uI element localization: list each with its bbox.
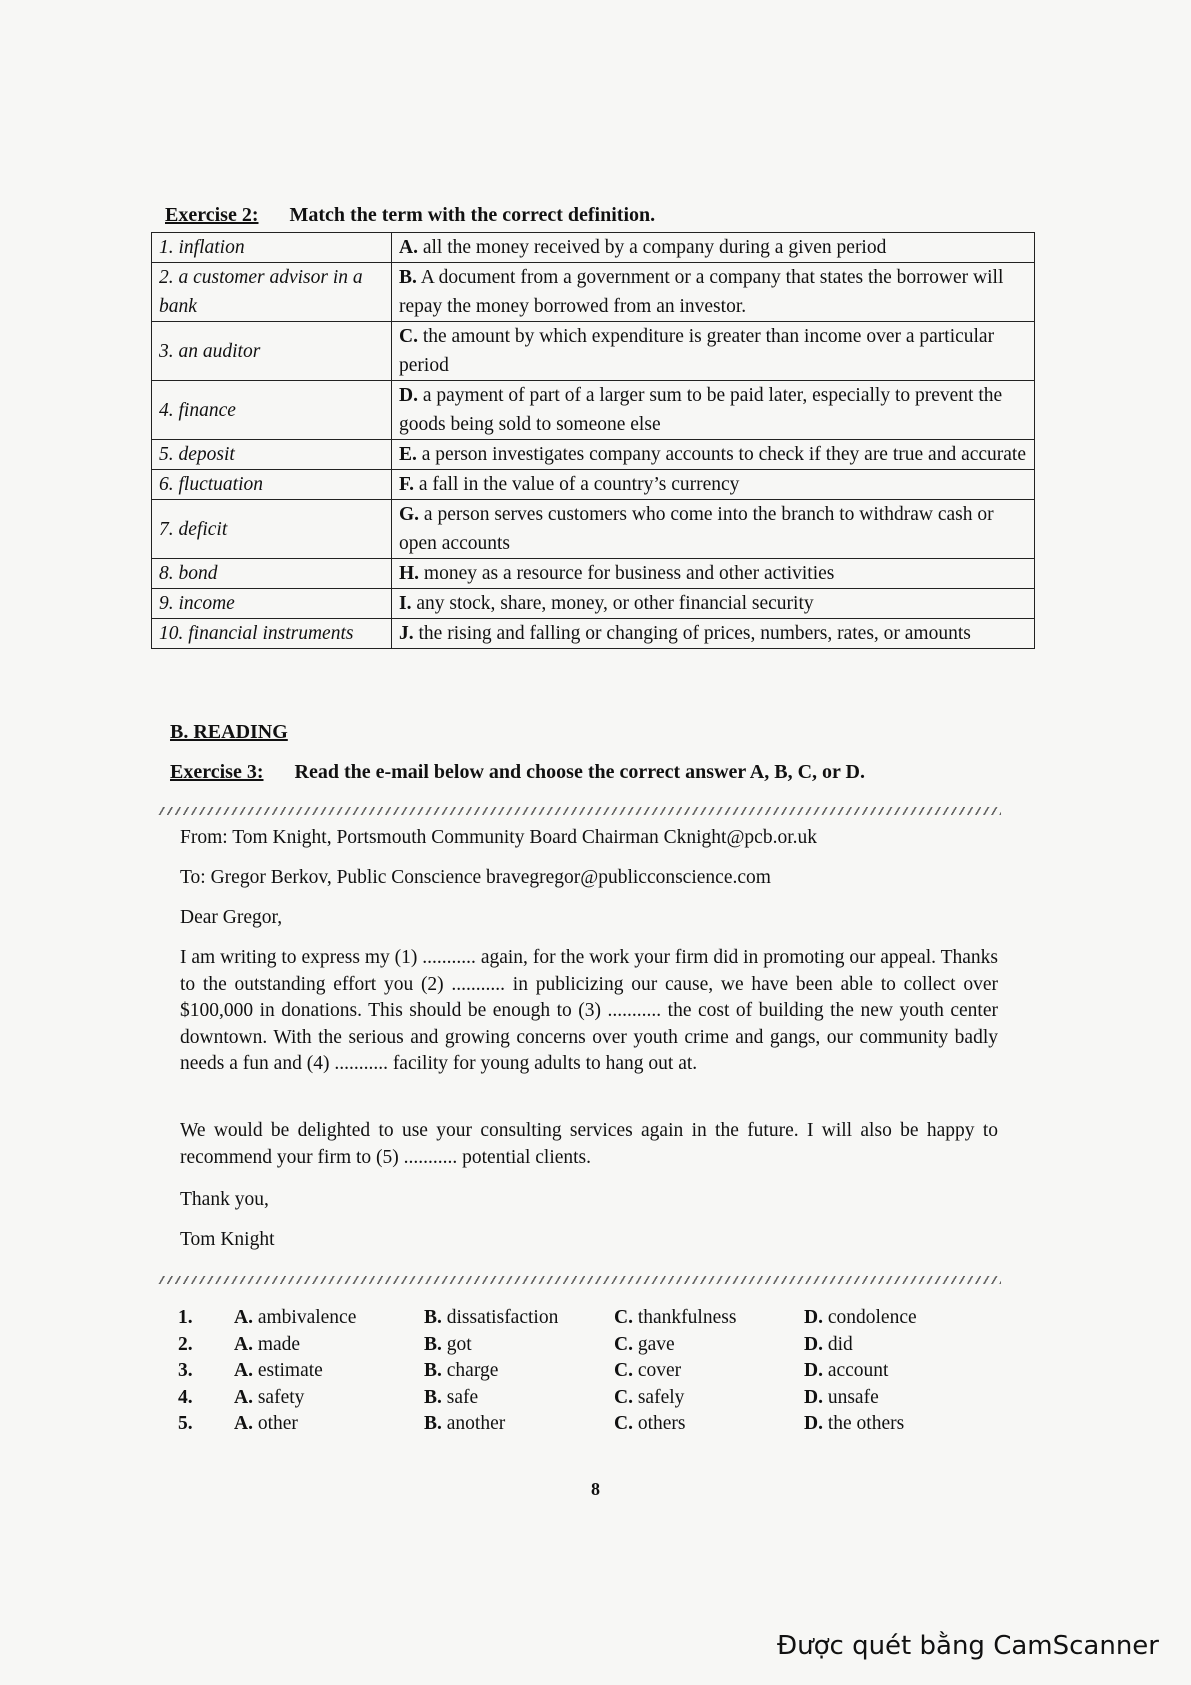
matching-row: [152, 381, 1035, 440]
option-letter: D.: [804, 1386, 823, 1408]
option-letter: A.: [234, 1360, 253, 1381]
definition-letter: D.: [399, 385, 418, 406]
option-b: [424, 1305, 614, 1332]
matching-table: [151, 232, 1035, 649]
definition-text: a payment of part of a larger sum to be paid later, especially to prevent the goods being sold to someone else: [399, 385, 1003, 435]
definition-cell: [392, 322, 1035, 381]
definition-letter: E.: [399, 444, 417, 465]
definition-cell: [392, 500, 1035, 559]
option-text: cover: [637, 1360, 682, 1381]
option-b: [424, 1332, 614, 1359]
email-from: From: Tom Knight, Portsmouth Community Board Chairman Cknight@pcb.or.uk: [180, 827, 817, 848]
option-text: made: [257, 1333, 301, 1355]
camscanner-watermark: Được quét bằng CamScanner: [776, 1631, 1159, 1661]
matching-row: [152, 589, 1035, 619]
matching-row: [152, 559, 1035, 589]
option-letter: A.: [234, 1333, 253, 1355]
option-letter: B.: [424, 1307, 442, 1328]
option-letter: A.: [234, 1413, 253, 1434]
option-b: [424, 1358, 614, 1385]
matching-row: [152, 263, 1035, 322]
option-letter: D.: [804, 1307, 823, 1328]
definition-cell: [392, 263, 1035, 322]
term-cell: 2. a customer advisor in a bank: [152, 263, 392, 322]
option-text: gave: [637, 1333, 675, 1355]
email-greeting: Dear Gregor,: [180, 907, 283, 928]
option-text: dissatisfaction: [446, 1307, 559, 1328]
definition-cell: [392, 619, 1035, 649]
option-letter: B.: [424, 1360, 442, 1381]
email-closing: Thank you,: [180, 1189, 269, 1210]
definition-letter: F.: [399, 474, 414, 495]
email-top-divider: [158, 807, 1001, 815]
section-b-heading: B. READING: [170, 721, 288, 743]
option-text: others: [637, 1413, 686, 1434]
option-letter: B.: [424, 1413, 442, 1434]
option-text: another: [446, 1413, 506, 1434]
option-c: [614, 1332, 804, 1359]
term-cell: 3. an auditor: [152, 322, 392, 381]
option-d: [804, 1305, 994, 1332]
matching-row: [152, 500, 1035, 559]
option-text: estimate: [257, 1360, 323, 1381]
option-d: [804, 1332, 994, 1359]
option-letter: C.: [614, 1413, 633, 1434]
option-a: [234, 1385, 424, 1412]
option-letter: B.: [424, 1333, 442, 1355]
option-text: condolence: [827, 1307, 917, 1328]
option-a: [234, 1358, 424, 1385]
term-cell: 5. deposit: [152, 440, 392, 470]
definition-text: money as a resource for business and other activities: [419, 563, 835, 584]
exercise-2-heading: [165, 203, 655, 227]
email-bottom-divider: [158, 1276, 1001, 1284]
option-text: unsafe: [827, 1386, 879, 1408]
definition-letter: I.: [399, 593, 412, 614]
question-number: 4.: [178, 1386, 193, 1408]
exercise-2-label: Exercise 2:: [165, 204, 259, 226]
option-letter: C.: [614, 1307, 633, 1328]
option-c: [614, 1385, 804, 1412]
option-letter: A.: [234, 1386, 253, 1408]
definition-text: a person investigates company accounts to check if they are true and accurate: [416, 444, 1026, 465]
option-a: [234, 1305, 424, 1332]
option-text: thankfulness: [637, 1307, 737, 1328]
definition-cell: [392, 440, 1035, 470]
matching-row: [152, 322, 1035, 381]
option-text: safe: [446, 1386, 479, 1408]
option-c: [614, 1358, 804, 1385]
definition-text: the amount by which expenditure is greater than income over a particular period: [399, 326, 995, 376]
email-paragraph-1: [180, 945, 998, 1078]
option-a: [234, 1332, 424, 1359]
email-paragraph-2-text: We would be delighted to use your consulting services again in the future. I will also be happy to recommend your firm to (5) ........... potential clients.: [180, 1120, 998, 1168]
matching-row: [152, 470, 1035, 500]
option-d: [804, 1385, 994, 1412]
term-cell: 7. deficit: [152, 500, 392, 559]
definition-cell: [392, 233, 1035, 263]
option-text: other: [257, 1413, 298, 1434]
definition-letter: G.: [399, 504, 420, 525]
option-text: did: [827, 1333, 853, 1355]
definition-letter: B.: [399, 267, 417, 288]
term-cell: 9. income: [152, 589, 392, 619]
definition-cell: [392, 381, 1035, 440]
definition-letter: J.: [399, 623, 414, 644]
option-a: [234, 1411, 424, 1438]
question-number: 5.: [178, 1413, 193, 1434]
option-letter: C.: [614, 1333, 633, 1355]
option-d: [804, 1358, 994, 1385]
matching-row: [152, 233, 1035, 263]
definition-text: A document from a government or a company that states the borrower will repay the money borrowed from an investor.: [399, 267, 1004, 317]
definition-cell: [392, 470, 1035, 500]
option-letter: B.: [424, 1386, 442, 1408]
term-cell: 6. fluctuation: [152, 470, 392, 500]
option-c: [614, 1305, 804, 1332]
matching-row: [152, 619, 1035, 649]
answer-row: [178, 1358, 994, 1385]
email-paragraph-2: [180, 1118, 998, 1171]
email-to: To: Gregor Berkov, Public Conscience bravegregor@publicconscience.com: [180, 867, 771, 888]
definition-cell: [392, 559, 1035, 589]
option-b: [424, 1411, 614, 1438]
question-number: 2.: [178, 1333, 193, 1355]
option-letter: C.: [614, 1386, 633, 1408]
option-d: [804, 1411, 994, 1438]
page-number: 8: [591, 1479, 600, 1499]
term-cell: 1. inflation: [152, 233, 392, 263]
question-number: 1.: [178, 1307, 193, 1328]
answer-row: [178, 1305, 994, 1332]
exercise-3-heading: [170, 760, 865, 784]
answer-options-table: [178, 1305, 994, 1438]
option-text: charge: [446, 1360, 499, 1381]
term-cell: 10. financial instruments: [152, 619, 392, 649]
exercise-3-label: Exercise 3:: [170, 761, 264, 783]
option-letter: A.: [234, 1307, 253, 1328]
option-text: the others: [827, 1413, 905, 1434]
definition-cell: [392, 589, 1035, 619]
option-c: [614, 1411, 804, 1438]
option-text: safely: [637, 1386, 685, 1408]
option-b: [424, 1385, 614, 1412]
option-text: safety: [257, 1386, 305, 1408]
exercise-2-instruction: Match the term with the correct definition.: [289, 204, 656, 226]
email-signature: Tom Knight: [180, 1229, 275, 1250]
option-letter: D.: [804, 1333, 823, 1355]
definition-text: all the money received by a company during a given period: [417, 237, 887, 258]
definition-letter: H.: [399, 563, 420, 584]
definition-letter: A.: [399, 237, 418, 258]
option-letter: C.: [614, 1360, 633, 1381]
definition-text: a person serves customers who come into the branch to withdraw cash or open accounts: [399, 504, 994, 554]
option-text: ambivalence: [257, 1307, 357, 1328]
term-cell: 8. bond: [152, 559, 392, 589]
option-letter: D.: [804, 1413, 823, 1434]
answer-row: [178, 1411, 994, 1438]
option-text: account: [827, 1360, 889, 1381]
term-cell: 4. finance: [152, 381, 392, 440]
definition-text: any stock, share, money, or other financial security: [411, 593, 814, 614]
email-paragraph-1-text: I am writing to express my (1) ........... again, for the work your firm did in promoting our appeal. Thanks to the outstanding effort you (2) ........... in publicizing our cause, we have been able to collect over $100,000 in donations. This should be enough to (3) ........... the cost of building the new youth center downtown. With the serious and growing concerns over youth crime and gangs, our community badly needs a fun and (4) ........... facility for young adults to hang out at.: [180, 947, 998, 1074]
answer-row: [178, 1332, 994, 1359]
answer-row: [178, 1385, 994, 1412]
definition-text: a fall in the value of a country’s currency: [414, 474, 740, 495]
question-number: 3.: [178, 1360, 193, 1381]
exercise-3-instruction: Read the e-mail below and choose the correct answer A, B, C, or D.: [294, 761, 865, 783]
option-text: got: [446, 1333, 472, 1355]
option-letter: D.: [804, 1360, 823, 1381]
definition-letter: C.: [399, 326, 418, 347]
matching-row: [152, 440, 1035, 470]
definition-text: the rising and falling or changing of prices, numbers, rates, or amounts: [413, 623, 971, 644]
